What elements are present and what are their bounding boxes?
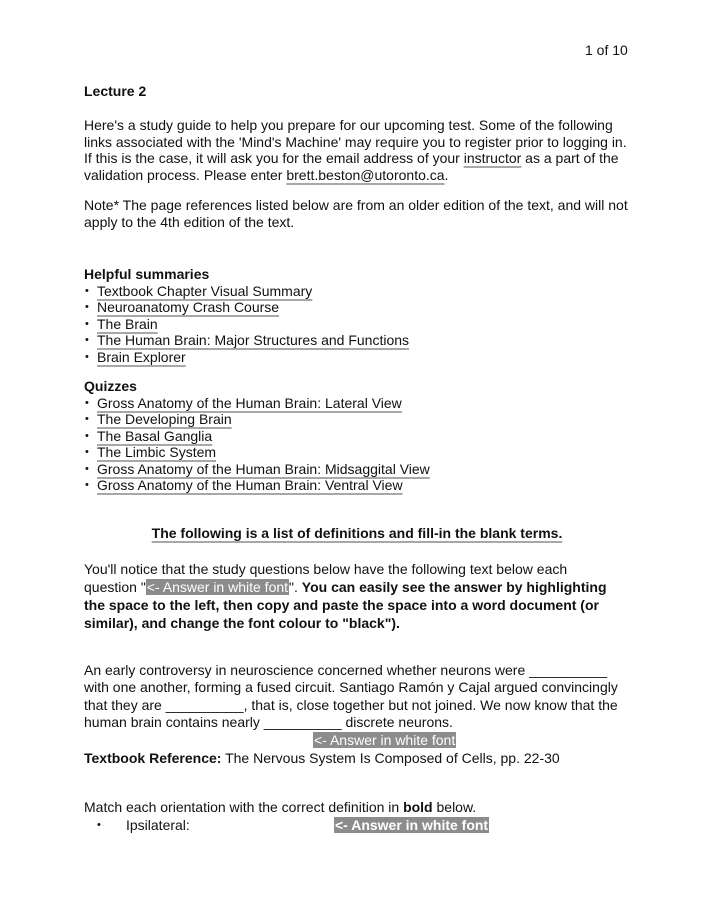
instructions-text: similar), and change the font colour to " xyxy=(84,615,349,631)
intro-line: Here's a study guide to help you prepare for our upcoming test. Some of the following xyxy=(84,117,613,133)
intro-line: links associated with the 'Mind's Machine' may require you to register prior to logging in. xyxy=(84,133,627,150)
note-line: apply to the 4th edition of the text. xyxy=(84,213,295,230)
section-heading xyxy=(0,525,714,542)
black-word: black xyxy=(348,615,385,631)
answer-highlight: <- Answer in white font xyxy=(335,817,489,833)
reference-label: Textbook Reference: xyxy=(84,750,222,766)
instructions-line xyxy=(84,578,704,596)
list-item xyxy=(84,395,684,412)
list-item xyxy=(84,444,684,461)
list-item xyxy=(84,316,684,333)
summary-link[interactable]: Neuroanatomy Crash Course xyxy=(97,299,280,315)
prompt-text: below. xyxy=(432,799,477,815)
intro-text: . xyxy=(444,166,449,183)
summary-link[interactable]: Brain Explorer xyxy=(97,348,186,365)
list-item xyxy=(84,411,684,428)
textbook-reference xyxy=(84,750,704,767)
page-number: 1 of 10 xyxy=(585,42,628,58)
list-item xyxy=(84,283,684,300)
question-2-prompt xyxy=(84,799,704,816)
quiz-link[interactable]: The Limbic System xyxy=(97,444,217,460)
summary-link[interactable]: The Human Brain: Major Structures and Functions xyxy=(97,332,410,348)
list-item xyxy=(84,299,684,316)
instructor-link[interactable]: instructor xyxy=(463,150,522,166)
instructions-line: You'll notice that the study questions below have the following text below each xyxy=(84,561,568,577)
summaries-list xyxy=(84,283,684,366)
intro-paragraph xyxy=(84,117,704,183)
instructions-line xyxy=(84,614,704,632)
list-item xyxy=(84,461,684,478)
intro-text: as a part of the xyxy=(521,150,619,166)
instructions-text: ". xyxy=(289,579,302,595)
summary-link[interactable]: Textbook Chapter Visual Summary xyxy=(97,282,313,299)
section-heading-text: The following is a list of definitions and fill-in the blank terms. xyxy=(151,525,563,541)
prompt-bold: bold xyxy=(403,799,433,815)
quiz-link[interactable]: Gross Anatomy of the Human Brain: Lateral View xyxy=(97,394,402,411)
orientation-label: Ipsilateral: xyxy=(126,817,190,833)
note-line: Note* The page references listed below are from an older edition of the text, and will not xyxy=(84,197,628,213)
summary-link[interactable]: The Brain xyxy=(97,315,158,332)
answer-highlight-2 xyxy=(334,817,489,834)
instructions-bold: You can easily see the answer by highlighting xyxy=(301,579,607,595)
list-item xyxy=(84,332,684,349)
instructions-paragraph xyxy=(84,560,704,632)
bullet-icon: • xyxy=(97,819,101,831)
quiz-link[interactable]: Gross Anatomy of the Human Brain: Ventral View xyxy=(97,477,403,493)
list-item xyxy=(84,477,684,494)
quizzes-heading: Quizzes xyxy=(84,378,137,394)
helpful-summaries-section xyxy=(84,266,684,365)
quizzes-section xyxy=(84,378,684,494)
list-item xyxy=(84,349,684,366)
instructions-text: "). xyxy=(384,615,400,631)
question-line: An early controversy in neuroscience concerned whether neurons were __________ xyxy=(84,662,607,678)
intro-text: If this is the case, it will ask you for the email address of your xyxy=(84,150,464,166)
note-paragraph xyxy=(84,197,704,230)
email-link[interactable]: brett.beston@utoronto.ca xyxy=(286,166,445,183)
answer-highlight: <- Answer in white font xyxy=(314,732,456,748)
answer-highlight-1 xyxy=(313,732,456,749)
reference-text: The Nervous System Is Composed of Cells, pp. 22-30 xyxy=(221,750,560,766)
page-title: Lecture 2 xyxy=(84,83,147,99)
intro-text: validation process. Please enter xyxy=(84,166,287,183)
question-line: that they are __________, that is, close together but not joined. We now know that the xyxy=(84,696,618,713)
quiz-link[interactable]: The Developing Brain xyxy=(97,411,232,427)
quizzes-list xyxy=(84,395,684,494)
question-line: human brain contains nearly __________ discrete neurons. xyxy=(84,713,453,730)
instructions-text: question " xyxy=(84,579,146,595)
list-item xyxy=(84,428,684,445)
intro-line xyxy=(84,150,704,167)
intro-line xyxy=(84,167,704,184)
answer-highlight: <- Answer in white font xyxy=(146,579,289,595)
prompt-text: Match each orientation with the correct definition in xyxy=(84,799,404,815)
quiz-link[interactable]: The Basal Ganglia xyxy=(97,427,213,444)
question-line: with one another, forming a fused circuit. Santiago Ramón y Cajal argued convincingly xyxy=(84,679,618,696)
summaries-heading: Helpful summaries xyxy=(84,266,210,282)
instructions-line: the space to the left, then copy and paste the space into a word document (or xyxy=(84,597,599,613)
question-1 xyxy=(84,662,704,731)
quiz-link[interactable]: Gross Anatomy of the Human Brain: Midsaggital View xyxy=(97,460,430,477)
